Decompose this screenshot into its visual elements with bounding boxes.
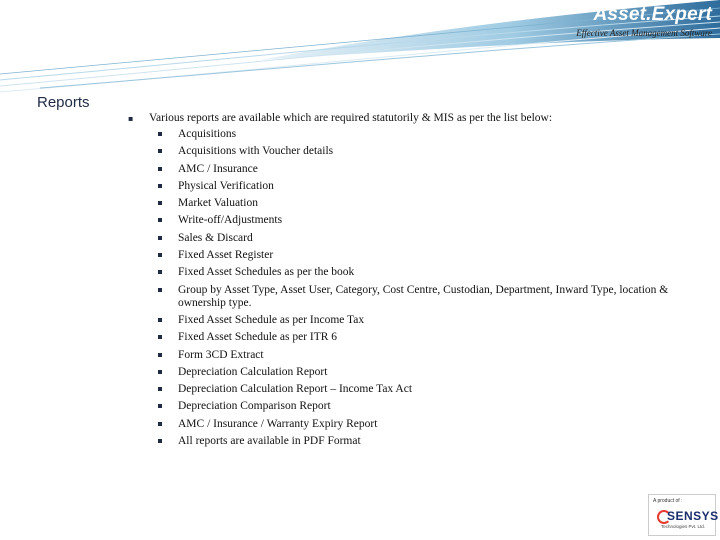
list-item: Fixed Asset Schedule as per ITR 6 bbox=[158, 331, 678, 344]
list-item: Fixed Asset Schedules as per the book bbox=[158, 266, 678, 279]
reports-list bbox=[158, 128, 678, 452]
list-item: AMC / Insurance bbox=[158, 163, 678, 176]
bullet-icon bbox=[158, 387, 162, 391]
bullet-icon bbox=[158, 132, 162, 136]
bullet-icon: ▪ bbox=[128, 114, 134, 123]
list-item: Depreciation Calculation Report – Income Tax Act bbox=[158, 383, 678, 396]
app-brand-title: Asset.Expert bbox=[593, 4, 712, 25]
section-intro: Various reports are available which are required statutorily & MIS as per the list below: bbox=[149, 112, 553, 124]
vendor-badge bbox=[648, 494, 719, 536]
section-title: Reports bbox=[37, 94, 90, 111]
bullet-icon bbox=[158, 201, 162, 205]
bullet-icon bbox=[158, 335, 162, 339]
bullet-icon bbox=[158, 353, 162, 357]
bullet-icon bbox=[158, 253, 162, 257]
list-item: Form 3CD Extract bbox=[158, 349, 678, 362]
list-item: Physical Verification bbox=[158, 180, 678, 193]
bullet-icon bbox=[158, 318, 162, 322]
bullet-icon bbox=[158, 184, 162, 188]
bullet-icon bbox=[158, 167, 162, 171]
list-item: Write-off/Adjustments bbox=[158, 214, 678, 227]
list-item: Depreciation Calculation Report bbox=[158, 366, 678, 379]
bullet-icon bbox=[158, 270, 162, 274]
app-tagline: Effective Asset Management Software bbox=[576, 28, 712, 38]
bullet-icon bbox=[158, 370, 162, 374]
bullet-icon bbox=[158, 288, 162, 292]
header-banner bbox=[0, 0, 720, 95]
list-item: Market Valuation bbox=[158, 197, 678, 210]
bullet-icon bbox=[158, 404, 162, 408]
bullet-icon bbox=[158, 218, 162, 222]
list-item: Fixed Asset Register bbox=[158, 249, 678, 262]
list-item: Acquisitions with Voucher details bbox=[158, 145, 678, 158]
list-item: Depreciation Comparison Report bbox=[158, 400, 678, 413]
bullet-icon bbox=[158, 149, 162, 153]
badge-by-label: A product of : bbox=[653, 498, 683, 504]
list-item: Group by Asset Type, Asset User, Category, Cost Centre, Custodian, Department, Inward Type, location & ownership type. bbox=[158, 284, 678, 310]
bullet-icon bbox=[158, 422, 162, 426]
bullet-icon bbox=[158, 236, 162, 240]
list-item: Sales & Discard bbox=[158, 232, 678, 245]
list-item: Acquisitions bbox=[158, 128, 678, 141]
list-item: All reports are available in PDF Format bbox=[158, 435, 678, 448]
vendor-logo-text: SENSYS bbox=[667, 509, 719, 523]
list-item: AMC / Insurance / Warranty Expiry Report bbox=[158, 418, 678, 431]
vendor-subtitle: Technologies Pvt. Ltd. bbox=[661, 524, 706, 529]
bullet-icon bbox=[158, 439, 162, 443]
list-item: Fixed Asset Schedule as per Income Tax bbox=[158, 314, 678, 327]
